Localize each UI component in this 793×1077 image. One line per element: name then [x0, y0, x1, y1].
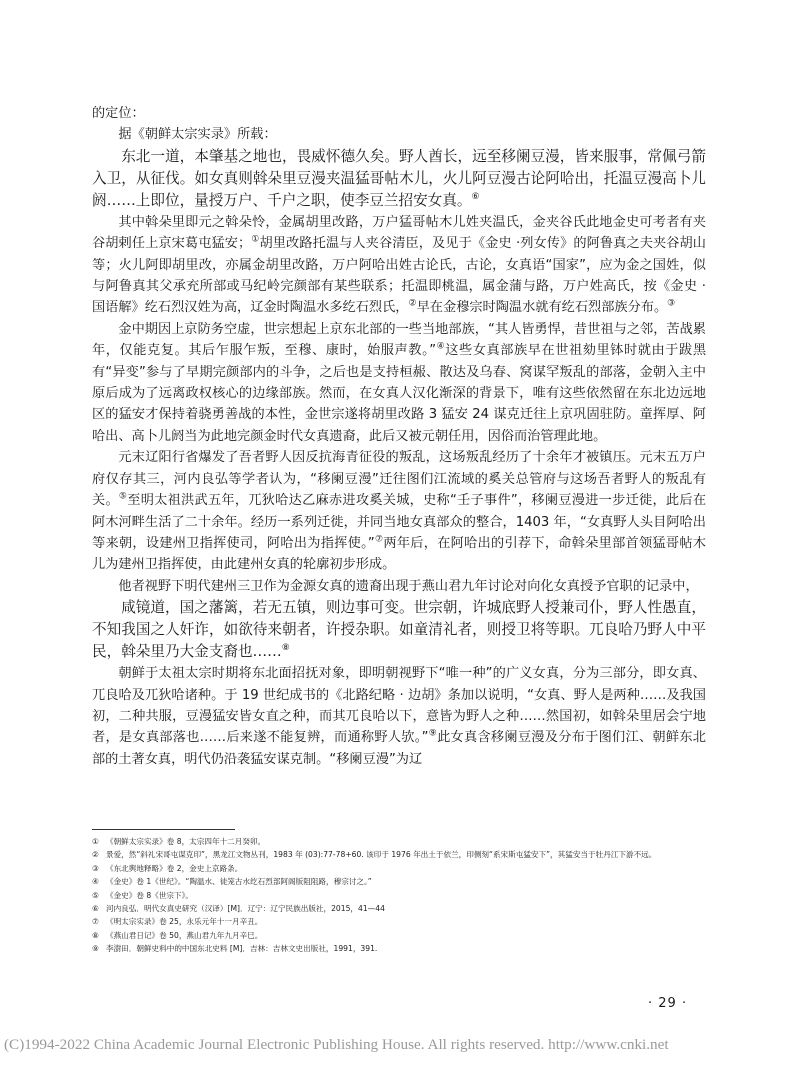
footnote-text: 《明太宗实录》卷 25，永乐元年十一月辛丑。: [106, 917, 263, 927]
text-run: 此女真含移阑豆漫及分布于图们江、朝鲜东北部的土著女真，明代仍沿袭猛安谋克制。“移阑豆漫”为辽: [92, 730, 706, 767]
text-run: 东北一道，本肇基之地也，畏威怀德久矣。野人酋长，远至移阑豆漫，皆来服事，常佩弓箭入卫，从征伐。如女真则斡朵里豆漫夹温猛哥帖木儿，火儿阿豆漫古论阿哈出，托温豆漫高卜儿阏……上即位，量授万户、千户之职，使李豆兰招安女真。: [92, 147, 706, 209]
footnote-number: ④: [92, 877, 99, 887]
body-paragraph: [92, 576, 706, 597]
footnote-text: 《金史》卷 8《世宗下》。: [106, 890, 193, 900]
body-paragraph: [92, 124, 706, 145]
text-run: 金中期因上京防务空虚，世宗想起上京东北部的一些当地部族，“其人皆勇悍，昔世祖与之邻，苦战累年，仅能克复。其后乍服乍叛，至穆、康时，始服声教。”: [92, 321, 706, 359]
footnote-item: [92, 929, 706, 942]
footnote-item: [92, 942, 706, 955]
text-run: 他者视野下明代建州三卫作为金源女真的遗裔出现于燕山君九年讨论对向化女真授予官职的记录中，: [118, 578, 699, 594]
page-number: · 29 ·: [648, 996, 688, 1011]
text-run: 据《朝鲜太宗实录》所载：: [118, 127, 277, 143]
footnote-item: [92, 848, 706, 861]
footnote-ref: ⑨: [428, 728, 438, 739]
block-quote: [92, 146, 706, 212]
footnote-item: [92, 889, 706, 902]
footnote-number: ⑦: [92, 917, 99, 927]
footnote-item: [92, 862, 706, 875]
footnote-number: ⑧: [92, 930, 99, 940]
text-run: 元末辽阳行省爆发了吾者野人因反抗海青征役的叛乱，这场叛乱经历了十余年才被镇压。元末五万户府仅存其三，河内良弘等学者认为，“移阑豆漫”迁往图们江流域的奚关总管府与这场吾者野人的叛乱有关。: [92, 450, 706, 509]
footnote-text: 《金史》卷 1《世纪》。“陶温水、徒笼古水纥石烈部阿阁版阻阻路，穆宗讨之。”: [106, 877, 372, 887]
footnote-ref: ⑥: [471, 191, 480, 202]
footnote-number: ③: [92, 863, 99, 873]
footnote-number: ⑥: [92, 904, 99, 914]
article-body: [92, 103, 706, 770]
footnote-divider: [92, 829, 235, 830]
footnote-ref: ⑧: [281, 643, 290, 654]
footnote-ref: ⑦: [374, 534, 384, 545]
footnote-text: 景爱，然“斜礼宋哥屯谋克印”，黑龙江文物丛刊，1983 年 (03):77-78+60. 该印于 1976 年出土于依兰，印侧刻“系宋斯屯猛安下”，其猛安当于牡丹江下游不远。: [106, 850, 657, 860]
body-paragraph: [92, 319, 706, 447]
text-run: 胡里改路托温与人夹谷清臣，及见于《金史 ·列女传》的阿鲁真之夫夹谷胡山等；火儿阿即胡里改，亦属金胡里改路，万户阿哈出姓古论氏，古论，女真语“国家”，应为金之国姓，似与阿鲁真其父承充所部或马纪岭完颜部有某些联系；托温即桃温，属金蒲与路，万户姓高氏，按《金史 · 国语解》纥石烈汉姓为高，辽金时陶温水多纥石烈氏，: [92, 236, 706, 316]
body-paragraph: [92, 212, 706, 319]
text-run: 两年后，在阿哈出的引荐下，命斡朵里部首领猛哥帖木儿为建州卫指挥使，由此建州女真的轮廓初步形成。: [92, 535, 706, 573]
footnote-ref: ①: [251, 234, 260, 245]
footnote-text: 河内良弘．明代女真史研究（汉译）[M]．辽宁：辽宁民族出版社，2015，41—44: [106, 904, 385, 914]
copyright-notice: (C)1994-2022 China Academic Journal Electronic Publishing House. All rights reserved. http://www.cnki.net: [4, 1036, 669, 1053]
footnote-item: [92, 915, 706, 928]
footnote-item: [92, 902, 706, 915]
footnote-ref: ⑤: [118, 491, 128, 502]
footnote-ref: ③: [667, 299, 676, 310]
footnote-text: 《朝鲜太宗实录》卷 8，太宗四年十二月癸卯。: [106, 837, 266, 846]
block-quote: [92, 597, 706, 663]
footnote-text: 《东北舆地释略》卷 2，金史上京路条。: [106, 863, 243, 873]
body-paragraph: [92, 103, 706, 124]
text-run: 咸镜道，国之藩篱，若无五镇，则边事可变。世宗朝，许城底野人授兼司仆，野人性愚直，不知我国之人奸诈，如欲待来朝者，许授杂职。如童清礼者，则授卫将等职。兀良哈乃野人中平民，斡朵里乃大金支裔也……: [92, 599, 706, 661]
footnote-number: ②: [92, 850, 99, 860]
footnote-item: [92, 875, 706, 888]
text-run: 早在金穆宗时陶温水就有纥石烈部族分布。: [416, 300, 668, 316]
footnote-number: ⑨: [92, 944, 99, 954]
footnote-text: 《燕山君日记》卷 50，燕山君九年九月辛巳。: [106, 930, 263, 940]
footnote-number: ⑤: [92, 890, 99, 900]
text-run: 的定位：: [92, 106, 145, 121]
footnote-text: 李澍田．朝鲜史料中的中国东北史料 [M]．吉林：吉林文史出版社，1991，391.: [106, 944, 378, 954]
text-run: 这些女真部族早在世祖劾里钵时就由于跋黑有“异变”参与了早期完颜部内的斗争，之后也是支持桓赧、散达及乌春、窝谋罕叛乱的部落，金朝入主中原后成为了远离政权核心的边缘部族。然而，在女真人汉化渐深的背景下，唯有这些依然留在东北边远地区的猛安才保持着骁勇善战的本性，金世宗遂将胡里改路 3 猛安 24 谋克迁往上京巩固驻防。童挥厚、阿哈出、高卜儿阏当为此地完颜金时代女真遗裔，此后又被元朝任用，因俗而治管理此地。: [92, 343, 707, 444]
body-paragraph: [92, 663, 706, 770]
text-run: 其中斡朵里即元之斡朵怜，金属胡里改路，万户猛哥帖木儿姓夹温氏，金夹谷氏此地金史可考者有夹谷胡剌任上京宋葛屯猛安；: [92, 214, 706, 252]
footnote-ref: ④: [436, 341, 446, 352]
footnotes: [92, 835, 706, 956]
text-run: 朝鲜于太祖太宗时期将东北面招抚对象，即明朝视野下“唯一种”的广义女真，分为三部分，即女真、兀良哈及兀狄哈诸种。于 19 世纪成书的《北路纪略 · 边胡》条加以说明，“女真、野人是两种……及我国初，二种共服，豆漫猛安皆女直之种，而其兀良哈以下，意皆为野人之种……然国初，如斡朵里居会宁地者，是女真部落也……后来遂不能复辨，而通称野人欤。”: [92, 666, 706, 746]
footnote-number: ①: [92, 837, 99, 846]
body-paragraph: [92, 447, 706, 575]
footnote-item: [92, 835, 706, 848]
footnote-ref: ②: [408, 299, 417, 310]
text-run: 至明太祖洪武五年，兀狄哈达乙麻赤进攻奚关城，史称“壬子事件”，移阑豆漫进一步迁徙，此后在阿木河畔生活了二十余年。经历一系列迁徙，并同当地女真部众的整合，1403 年，“女真野人头目阿哈出等来朝，设建州卫指挥使司，阿哈出为指挥使。”: [92, 493, 707, 551]
